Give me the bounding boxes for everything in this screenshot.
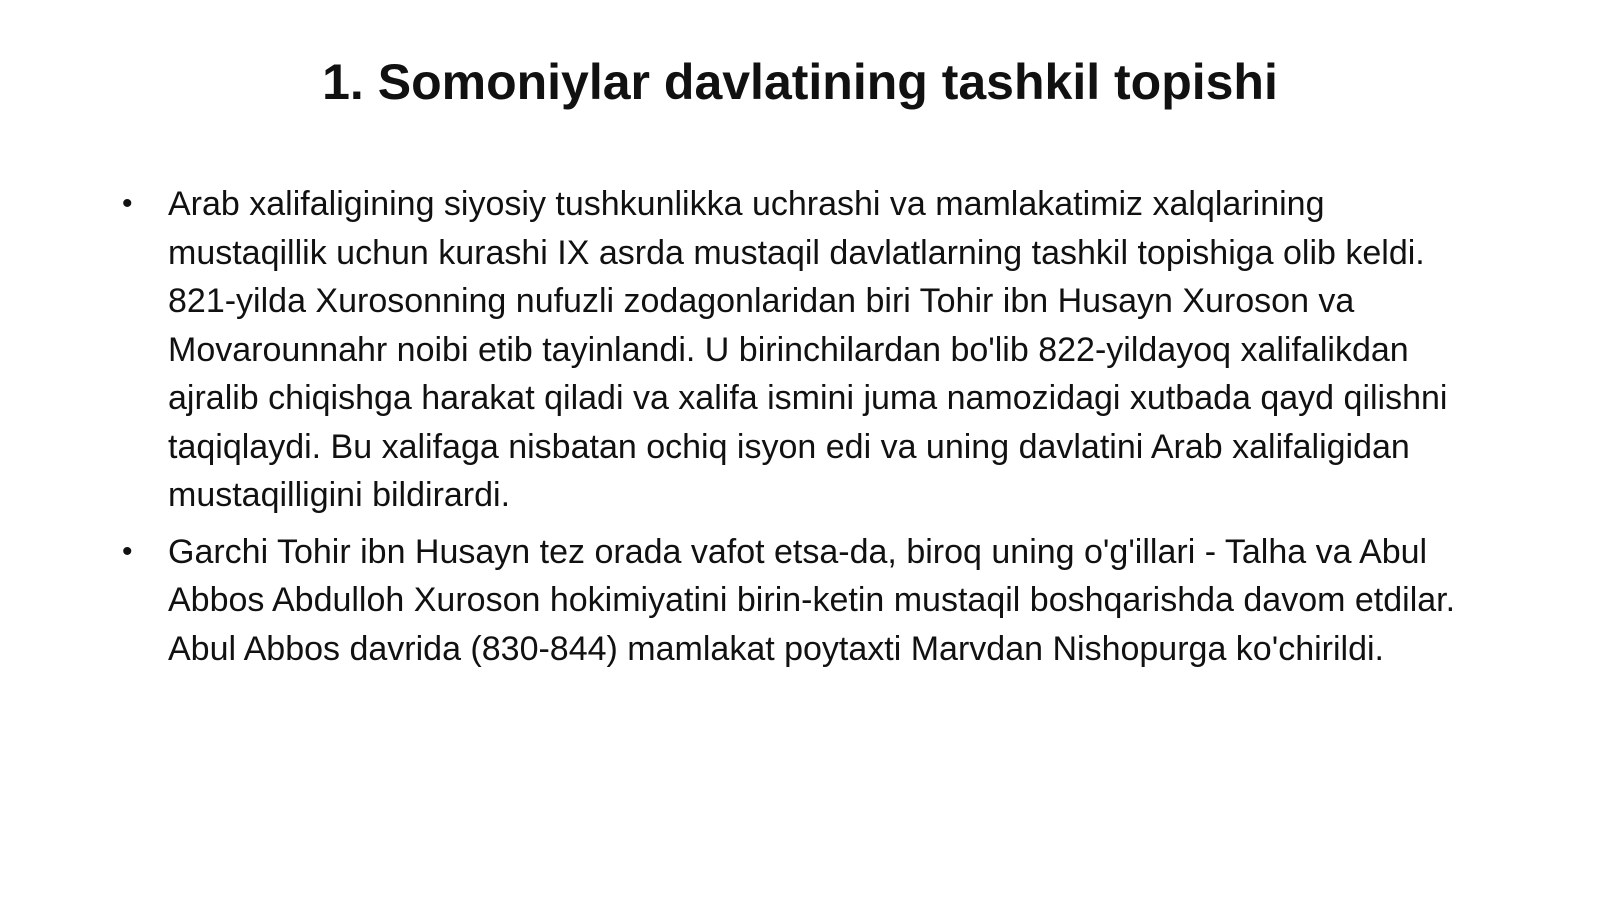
bullet-dot-icon: • <box>122 187 133 220</box>
bullet-dot-icon: • <box>122 534 133 568</box>
bullet-text: Arab xalifaligining siyosiy tushkunlikka uchrashi va mamlakatimiz xalqlarining mustaqillik uchun kurashi IX asrda mustaqil davlatlarning tashkil topishiga olib keldi. 821-yilda Xurosonning nufuzli zodagonlaridan biri Tohir ibn Husayn Xuroson va Movarounnahr noibi etib tayinlandi. U birinchilardan bo'lib 822-yildayoq xalifalikdan ajralib chiqishga harakat qiladi va xalifa ismini juma namozidagi xutbada qayd qilishni taqiqlaydi. Bu xalifaga nisbatan ochiq isyon edi va uning davlatini Arab xalifaligidan mustaqilligini bildirardi. <box>168 185 1448 514</box>
slide-title: 1. Somoniylar davlatining tashkil topishi <box>322 54 1278 110</box>
bullet-text: Garchi Tohir ibn Husayn tez orada vafot etsa-da, biroq uning o'g'illari - Talha va Abul Abbos Abdulloh Xuroson hokimiyatini birin-ketin mustaqil boshqarishda davom etdilar. Abul Abbos davrida (830-844) mamlakat poytaxti Marvdan Nishopurga ko'chirildi. <box>168 532 1456 668</box>
bullet-item <box>120 528 1490 674</box>
bullet-list <box>120 180 1490 681</box>
bullet-item <box>120 180 1490 520</box>
